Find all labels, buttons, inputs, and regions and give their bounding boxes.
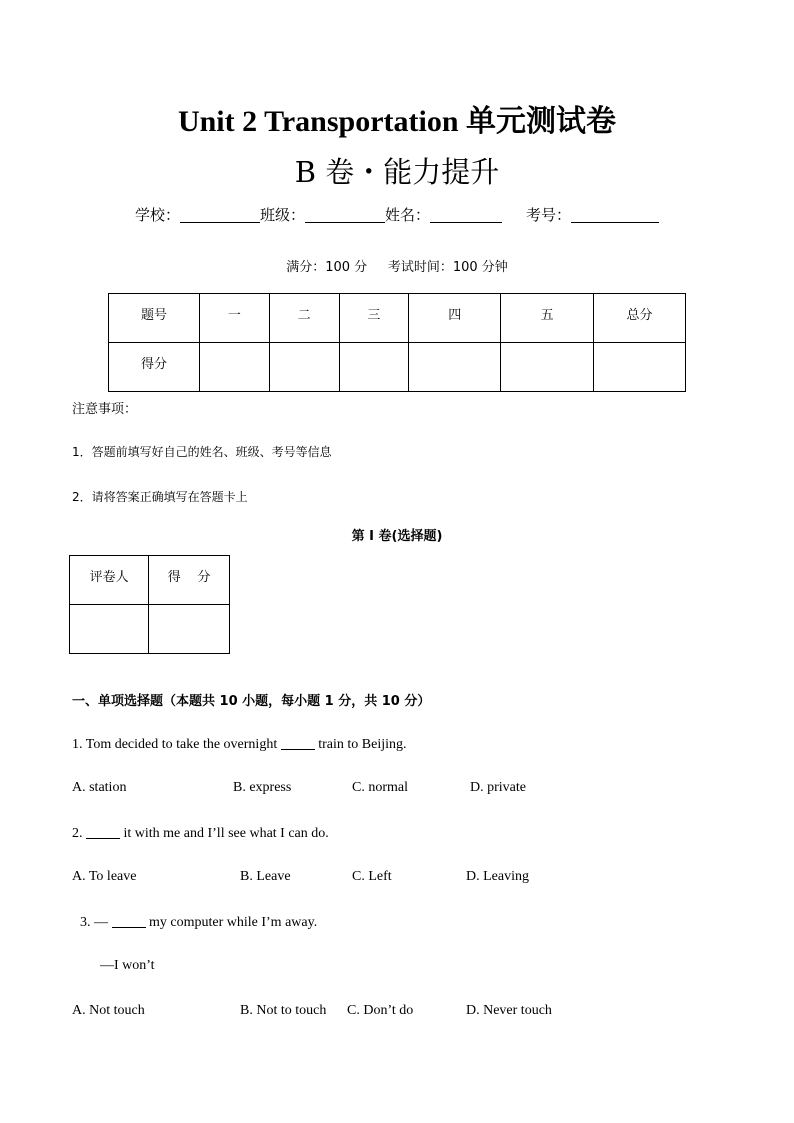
grader-score-label: 得 分 <box>149 556 230 605</box>
answer-blank[interactable] <box>281 736 315 750</box>
option-a[interactable]: A. station <box>72 780 127 795</box>
score-table-header-row <box>109 294 686 343</box>
answer-blank[interactable] <box>86 825 120 839</box>
note-item: 2．请将答案正确填写在答题卡上 <box>72 490 248 504</box>
score-cell[interactable] <box>594 343 686 392</box>
class-label: 班级： <box>259 206 305 224</box>
score-cell[interactable] <box>199 343 269 392</box>
school-label: 学校： <box>134 206 180 224</box>
option-b[interactable]: B. Not to touch <box>240 1003 327 1018</box>
score-row-label: 得分 <box>109 343 200 392</box>
score-cell[interactable] <box>339 343 409 392</box>
notes-title: 注意事项： <box>72 402 138 417</box>
score-time-line: 满分：100 分 考试时间：100 分钟 <box>286 260 508 275</box>
grader-score-cell[interactable] <box>149 605 230 654</box>
score-header-cell: 一 <box>199 294 269 343</box>
option-b[interactable]: B. Leave <box>240 869 291 884</box>
school-blank[interactable] <box>180 206 260 223</box>
question-stem: 1. Tom decided to take the overnight train to Beijing. <box>72 737 407 752</box>
page-subtitle: B 卷・能力提升 <box>294 155 500 189</box>
score-table <box>108 293 686 392</box>
score-cell[interactable] <box>501 343 594 392</box>
score-cell[interactable] <box>409 343 501 392</box>
option-c[interactable]: C. Left <box>352 869 392 884</box>
grader-table <box>69 555 230 654</box>
score-header-cell: 五 <box>501 294 594 343</box>
part-title: 一、单项选择题（本题共 10 小题，每小题 1 分，共 10 分） <box>72 694 431 709</box>
score-header-cell: 总分 <box>594 294 686 343</box>
option-b[interactable]: B. express <box>233 780 292 795</box>
exam-no-blank[interactable] <box>571 206 659 223</box>
option-c[interactable]: C. normal <box>352 780 408 795</box>
option-d[interactable]: D. Never touch <box>466 1003 552 1018</box>
question-stem: 3. — my computer while I’m away. <box>80 915 318 930</box>
option-a[interactable]: A. Not touch <box>72 1003 145 1018</box>
grader-label: 评卷人 <box>70 556 149 605</box>
class-blank[interactable] <box>305 206 385 223</box>
grader-cell[interactable] <box>70 605 149 654</box>
score-header-cell: 四 <box>409 294 501 343</box>
score-header-cell: 题号 <box>109 294 200 343</box>
exam-no-label: 考号： <box>526 206 572 224</box>
name-blank[interactable] <box>430 206 502 223</box>
name-label: 姓名： <box>385 206 431 224</box>
page-title: Unit 2 Transportation 单元测试卷 <box>177 105 617 138</box>
question-reply: —I won’t <box>100 958 155 973</box>
student-info-line <box>0 204 794 225</box>
score-cell[interactable] <box>269 343 339 392</box>
option-d[interactable]: D. Leaving <box>466 869 529 884</box>
score-header-cell: 二 <box>269 294 339 343</box>
question-stem: 2. it with me and I’ll see what I can do. <box>72 826 329 841</box>
section-title: 第 I 卷(选择题) <box>351 529 443 544</box>
score-table-score-row <box>109 343 686 392</box>
score-header-cell: 三 <box>339 294 409 343</box>
option-d[interactable]: D. private <box>470 780 526 795</box>
note-item: 1．答题前填写好自己的姓名、班级、考号等信息 <box>72 445 332 459</box>
option-a[interactable]: A. To leave <box>72 869 137 884</box>
answer-blank[interactable] <box>112 914 146 928</box>
option-c[interactable]: C. Don’t do <box>347 1003 414 1018</box>
